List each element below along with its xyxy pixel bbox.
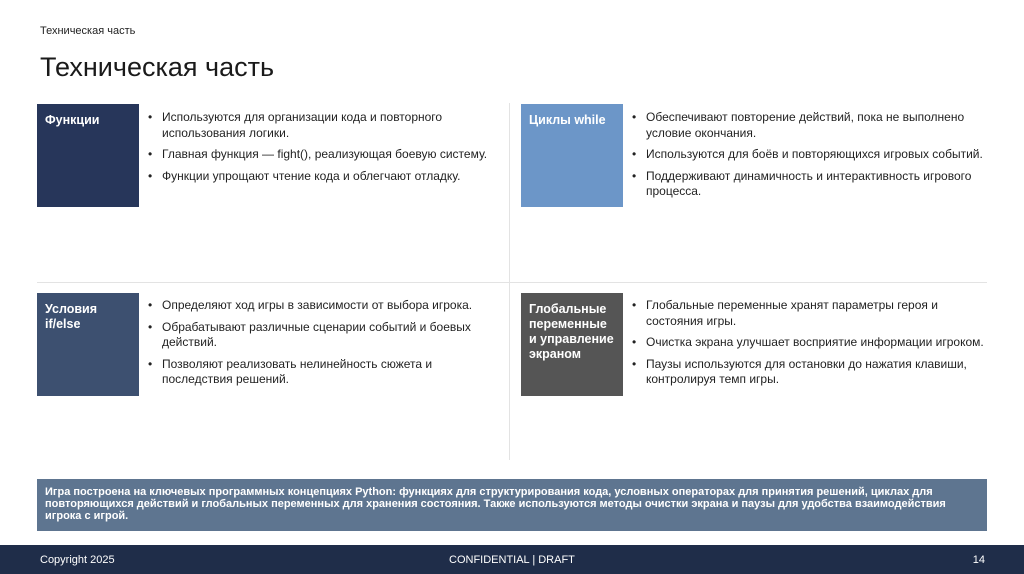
globals-bullets [630, 298, 990, 394]
globals-label: Глобальные переменные и управление экраном [521, 293, 623, 396]
list-item: • Позволяют реализовать нелинейность сюжета и последствия решений. [146, 357, 506, 388]
functions-label: Функции [37, 104, 139, 207]
list-item: • Функции упрощают чтение кода и облегчают отладку. [146, 169, 506, 185]
list-item: • Глобальные переменные хранят параметры героя и состояния игры. [630, 298, 990, 329]
horizontal-divider [37, 282, 987, 283]
summary-box: Игра построена на ключевых программных концепциях Python: функциях для структурирования кода, условных операторах для принятия решений, циклах для повторяющихся действий и глобальных переменных для хранения состояния. Также используются методы очистки экрана и паузы для удобства взаимодействия игрока с игрой. [37, 479, 987, 531]
list-item: • Используются для организации кода и повторного использования логики. [146, 110, 506, 141]
conditions-bullets [146, 298, 506, 394]
page-title: Техническая часть [40, 52, 275, 82]
list-item: • Главная функция — fight(), реализующая боевую систему. [146, 147, 506, 163]
page-number: 14 [972, 554, 985, 566]
list-item: • Поддерживают динамичность и интерактивность игрового процесса. [630, 169, 990, 200]
list-item: • Очистка экрана улучшает восприятие информации игроком. [630, 335, 990, 351]
functions-bullets [146, 110, 506, 190]
list-item: • Используются для боёв и повторяющихся игровых событий. [630, 147, 990, 163]
list-item: • Определяют ход игры в зависимости от выбора игрока. [146, 298, 506, 314]
list-item: • Обрабатывают различные сценарии событий и боевых действий. [146, 320, 506, 351]
breadcrumb: Техническая часть [40, 25, 136, 37]
while-loops-bullets [630, 110, 990, 206]
while-loops-label: Циклы while [521, 104, 623, 207]
footer-confidential: CONFIDENTIAL | DRAFT [449, 554, 575, 566]
conditions-label: Условия if/else [37, 293, 139, 396]
footer-copyright: Copyright 2025 [40, 554, 115, 566]
list-item: • Обеспечивают повторение действий, пока не выполнено условие окончания. [630, 110, 990, 141]
list-item: • Паузы используются для остановки до нажатия клавиши, контролируя темп игры. [630, 357, 990, 388]
footer [0, 545, 1024, 574]
